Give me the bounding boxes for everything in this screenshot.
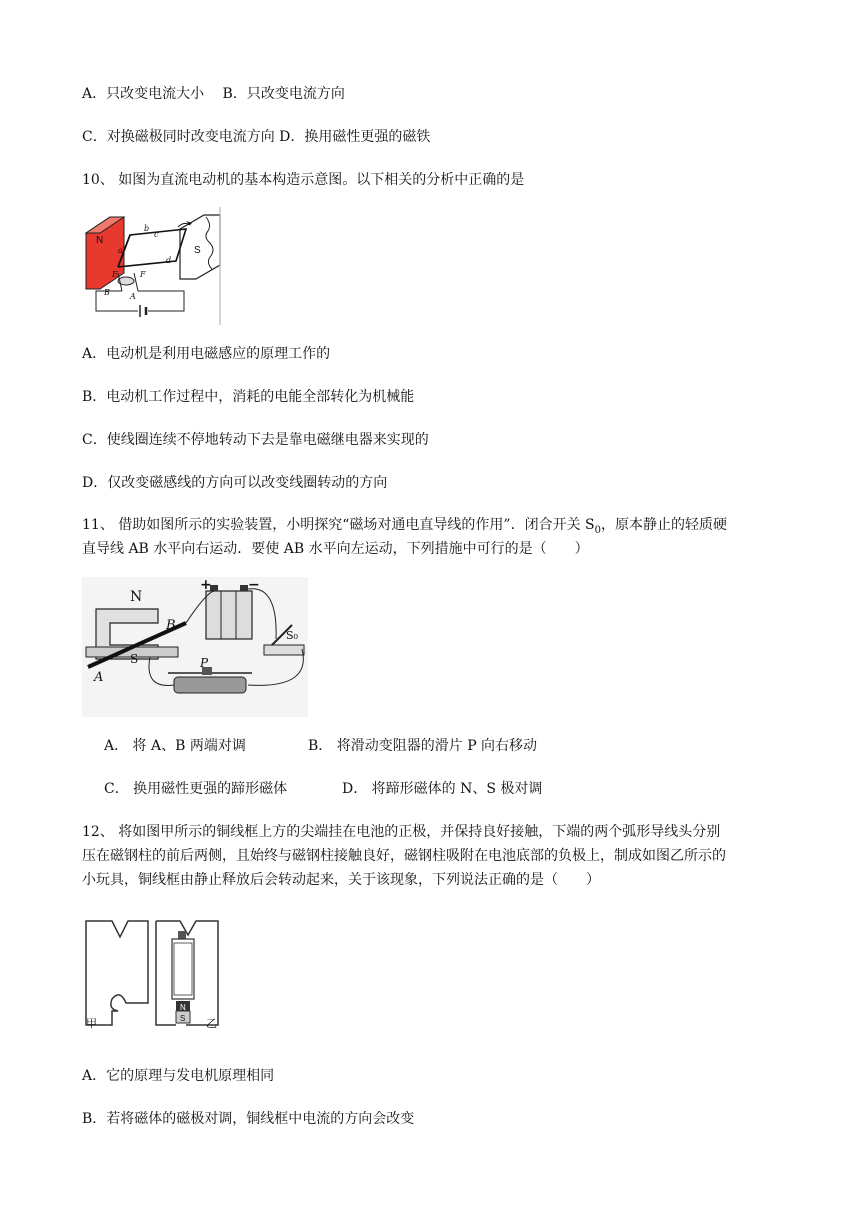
q10-label-a: a (118, 246, 123, 255)
q12-stem-line1: 12、 将如图甲所示的铜线框上方的尖端挂在电池的正极，并保持良好接触，下端的两个弧形导线头分别 (82, 824, 721, 840)
q10-stem: 10、 如图为直流电动机的基本构造示意图。以下相关的分析中正确的是 (82, 172, 525, 188)
q10-label-c: c (154, 230, 159, 239)
q10-label-f: F (140, 270, 146, 279)
q10-label-d: d (166, 256, 172, 265)
q11-label-n: N (130, 589, 143, 605)
q11-stem-part2: ，原本静止的轻质硬 (601, 517, 727, 533)
q10-label-bb: B (104, 288, 110, 297)
q10-option-d: D．仅改变磁感线的方向可以改变线圈转动的方向 (82, 475, 388, 491)
q11-label-plus: + (200, 577, 212, 593)
q11-label-s0: S₀ (286, 629, 298, 642)
q10-motor-figure (82, 207, 227, 325)
q12-toy-figure (82, 915, 228, 1033)
q11-label-b: B (166, 618, 176, 633)
q10-option-c: C．使线圈连续不停地转动下去是靠电磁继电器来实现的 (82, 432, 429, 448)
q12-label-n: N (180, 1003, 186, 1012)
q12-label-jia: 甲 (86, 1017, 97, 1030)
q11-label-p: P (200, 656, 209, 670)
q12-option-b: B．若将磁体的磁极对调，铜线框中电流的方向会改变 (82, 1111, 415, 1127)
q12-option-a: A．它的原理与发电机原理相同 (82, 1068, 275, 1084)
q11-option-d: D． 将蹄形磁体的 N、S 极对调 (342, 781, 543, 797)
q9-options-row1: A．只改变电流大小 B．只改变电流方向 (82, 86, 345, 102)
q11-stem-line1 (82, 515, 727, 541)
q12-label-yi: 乙 (206, 1017, 217, 1030)
q10-label-s: S (194, 245, 201, 256)
q11-label-s: S (130, 652, 139, 666)
q12-stem-line3: 小玩具，铜线框由静止释放后会转动起来，关于该现象，下列说法正确的是（ ） (82, 872, 600, 888)
q12-label-s: S (180, 1014, 186, 1023)
q11-label-a: A (94, 670, 104, 685)
q11-stem-subscript: 0 (594, 524, 601, 536)
q11-option-b: B． 将滑动变阻器的滑片 P 向右移动 (308, 738, 538, 754)
q11-stem-line2: 直导线 AB 水平向右运动．要使 AB 水平向左运动，下列措施中可行的是（ ） (82, 541, 589, 557)
q10-label-b: b (144, 224, 150, 233)
q11-label-minus: − (248, 577, 260, 593)
q10-option-a: A．电动机是利用电磁感应的原理工作的 (82, 346, 331, 362)
q10-label-n: N (96, 235, 104, 246)
q10-label-aa: A (130, 292, 136, 301)
q12-stem-line2: 压在磁钢柱的前后两侧，且始终与磁钢柱接触良好，磁钢柱吸附在电池底部的负极上，制成如图乙所示的 (82, 848, 726, 864)
q11-option-c: C． 换用磁性更强的蹄形磁体 (104, 781, 288, 797)
q10-label-e: E (112, 270, 118, 279)
q11-option-a: A． 将 A、B 两端对调 (104, 738, 246, 754)
q10-option-b: B．电动机工作过程中，消耗的电能全部转化为机械能 (82, 389, 415, 405)
q11-apparatus-figure (82, 577, 308, 717)
q11-stem-part1: 11、 借助如图所示的实验装置，小明探究“磁场对通电直导线的作用”．闭合开关 S (82, 517, 595, 533)
q9-options-row2: C．对换磁极同时改变电流方向 D．换用磁性更强的磁铁 (82, 129, 431, 145)
